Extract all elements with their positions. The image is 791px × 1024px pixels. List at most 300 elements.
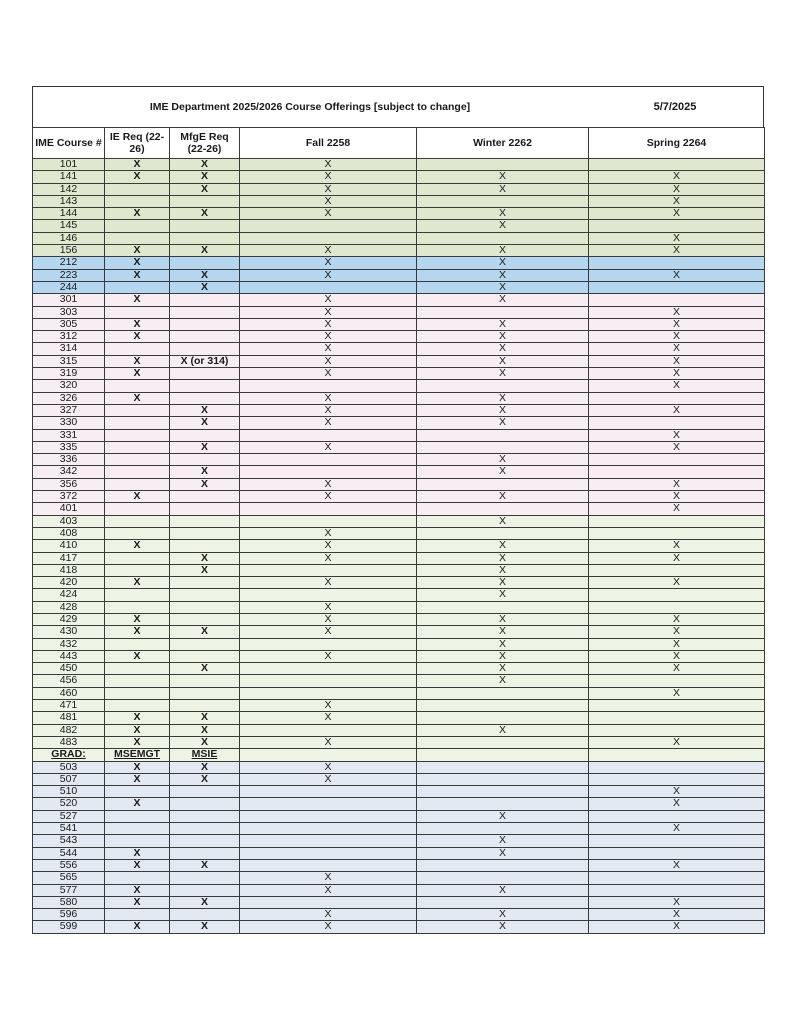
spring-cell: X [589, 650, 765, 662]
winter-cell: X [417, 171, 589, 183]
spring-cell: X [589, 429, 765, 441]
table-row [33, 478, 765, 490]
course-number-cell: 429 [33, 613, 105, 625]
ie-req-cell [105, 564, 170, 576]
mfge-req-cell [170, 823, 240, 835]
spring-cell: X [589, 577, 765, 589]
spring-cell: X [589, 171, 765, 183]
spring-cell [589, 700, 765, 712]
spring-cell: X [589, 183, 765, 195]
spring-cell [589, 675, 765, 687]
title-box [32, 86, 764, 127]
mfge-req-cell: X [170, 626, 240, 638]
course-number-cell: 315 [33, 355, 105, 367]
fall-cell [240, 220, 417, 232]
fall-cell [240, 896, 417, 908]
fall-cell: X [240, 478, 417, 490]
fall-cell [240, 429, 417, 441]
fall-cell: X [240, 318, 417, 330]
table-row [33, 318, 765, 330]
table-row [33, 294, 765, 306]
spring-cell: X [589, 613, 765, 625]
table-row [33, 577, 765, 589]
spring-cell: X [589, 331, 765, 343]
fall-cell: X [240, 700, 417, 712]
ie-req-cell [105, 503, 170, 515]
fall-cell [240, 810, 417, 822]
mfge-req-cell [170, 872, 240, 884]
spring-cell: X [589, 232, 765, 244]
fall-cell: X [240, 761, 417, 773]
spring-cell [589, 835, 765, 847]
table-row [33, 663, 765, 675]
table-row [33, 675, 765, 687]
table-row [33, 773, 765, 785]
winter-cell: X [417, 540, 589, 552]
course-number-cell: 336 [33, 454, 105, 466]
fall-cell: X [240, 491, 417, 503]
mfge-req-cell [170, 257, 240, 269]
ie-req-cell [105, 195, 170, 207]
spring-cell [589, 220, 765, 232]
winter-cell: X [417, 294, 589, 306]
ie-req-cell: X [105, 257, 170, 269]
mfge-req-cell [170, 613, 240, 625]
mfge-req-cell: X [170, 208, 240, 220]
mfge-req-cell [170, 540, 240, 552]
mfge-req-cell [170, 515, 240, 527]
ie-req-cell [105, 454, 170, 466]
table-row [33, 368, 765, 380]
table-row [33, 909, 765, 921]
winter-cell [417, 601, 589, 613]
table-row [33, 589, 765, 601]
winter-cell: X [417, 650, 589, 662]
ie-req-cell: X [105, 884, 170, 896]
spring-cell: X [589, 441, 765, 453]
mfge-req-cell [170, 527, 240, 539]
winter-cell: X [417, 884, 589, 896]
winter-cell [417, 232, 589, 244]
mfge-req-cell: X [170, 761, 240, 773]
mfge-req-cell [170, 798, 240, 810]
fall-cell: X [240, 552, 417, 564]
course-number-cell: 143 [33, 195, 105, 207]
spring-cell [589, 454, 765, 466]
winter-cell: X [417, 638, 589, 650]
course-table [32, 127, 765, 934]
mfge-req-cell: X [170, 245, 240, 257]
spring-cell [589, 527, 765, 539]
course-number-cell: 424 [33, 589, 105, 601]
mfge-req-cell [170, 835, 240, 847]
ie-req-cell [105, 220, 170, 232]
fall-cell [240, 454, 417, 466]
spring-cell: X [589, 404, 765, 416]
table-row [33, 454, 765, 466]
course-number-cell: 432 [33, 638, 105, 650]
winter-cell: X [417, 245, 589, 257]
ie-req-cell: X [105, 491, 170, 503]
fall-cell: X [240, 245, 417, 257]
winter-cell: X [417, 368, 589, 380]
ie-req-cell: X [105, 773, 170, 785]
spring-cell: X [589, 798, 765, 810]
ie-req-cell [105, 589, 170, 601]
fall-cell: X [240, 159, 417, 171]
course-number-cell: 326 [33, 392, 105, 404]
mfge-req-cell [170, 700, 240, 712]
spring-cell: X [589, 736, 765, 748]
ie-req-cell: X [105, 798, 170, 810]
fall-cell [240, 859, 417, 871]
fall-cell: X [240, 331, 417, 343]
table-row [33, 466, 765, 478]
winter-cell: X [417, 552, 589, 564]
winter-cell: X [417, 515, 589, 527]
ie-req-cell: X [105, 724, 170, 736]
course-number-cell: 430 [33, 626, 105, 638]
winter-cell [417, 687, 589, 699]
table-row [33, 700, 765, 712]
ie-req-cell [105, 663, 170, 675]
ie-req-cell [105, 687, 170, 699]
fall-cell [240, 515, 417, 527]
mfge-req-cell: X [170, 859, 240, 871]
table-row [33, 527, 765, 539]
course-number-cell: 503 [33, 761, 105, 773]
fall-cell [240, 466, 417, 478]
fall-cell [240, 589, 417, 601]
fall-cell [240, 564, 417, 576]
course-number-cell: GRAD: [33, 749, 105, 761]
course-number-cell: 520 [33, 798, 105, 810]
spring-cell: X [589, 380, 765, 392]
ie-req-cell [105, 306, 170, 318]
spring-cell: X [589, 318, 765, 330]
table-row [33, 232, 765, 244]
spring-cell: X [589, 921, 765, 933]
ie-req-cell: X [105, 331, 170, 343]
table-row [33, 540, 765, 552]
mfge-req-cell: X [170, 171, 240, 183]
header-ie-req: IE Req (22-26) [105, 128, 170, 159]
course-number-cell: 507 [33, 773, 105, 785]
table-row [33, 380, 765, 392]
table-row [33, 208, 765, 220]
fall-cell: X [240, 909, 417, 921]
course-number-cell: 460 [33, 687, 105, 699]
table-row [33, 441, 765, 453]
mfge-req-cell [170, 220, 240, 232]
ie-req-cell [105, 700, 170, 712]
winter-cell [417, 478, 589, 490]
table-row [33, 257, 765, 269]
winter-cell: X [417, 318, 589, 330]
mfge-req-cell: X [170, 183, 240, 195]
spring-cell: X [589, 786, 765, 798]
table-row [33, 404, 765, 416]
spring-cell [589, 417, 765, 429]
table-row [33, 281, 765, 293]
table-row [33, 798, 765, 810]
winter-cell [417, 736, 589, 748]
winter-cell [417, 712, 589, 724]
mfge-req-cell: X [170, 417, 240, 429]
winter-cell: X [417, 343, 589, 355]
table-row [33, 921, 765, 933]
ie-req-cell: X [105, 245, 170, 257]
fall-cell: X [240, 306, 417, 318]
ie-req-cell: X [105, 269, 170, 281]
winter-cell: X [417, 257, 589, 269]
ie-req-cell [105, 810, 170, 822]
winter-cell: X [417, 404, 589, 416]
table-row [33, 786, 765, 798]
spring-cell [589, 712, 765, 724]
course-number-cell: 428 [33, 601, 105, 613]
course-number-cell: 212 [33, 257, 105, 269]
table-row [33, 503, 765, 515]
course-number-cell: 101 [33, 159, 105, 171]
spring-cell [589, 601, 765, 613]
table-row [33, 835, 765, 847]
spring-cell [589, 281, 765, 293]
course-number-cell: 510 [33, 786, 105, 798]
fall-cell: X [240, 183, 417, 195]
winter-cell [417, 823, 589, 835]
ie-req-cell: X [105, 736, 170, 748]
mfge-req-cell [170, 232, 240, 244]
spring-cell [589, 724, 765, 736]
fall-cell: X [240, 269, 417, 281]
winter-cell: X [417, 577, 589, 589]
table-row [33, 687, 765, 699]
fall-cell: X [240, 441, 417, 453]
winter-cell: X [417, 269, 589, 281]
header-winter: Winter 2262 [417, 128, 589, 159]
ie-req-cell [105, 638, 170, 650]
course-number-cell: 580 [33, 896, 105, 908]
mfge-req-cell [170, 577, 240, 589]
course-number-cell: 356 [33, 478, 105, 490]
fall-cell: X [240, 626, 417, 638]
course-number-cell: 482 [33, 724, 105, 736]
mfge-req-cell: X [170, 736, 240, 748]
mfge-req-cell [170, 491, 240, 503]
winter-cell: X [417, 281, 589, 293]
table-row [33, 269, 765, 281]
ie-req-cell: X [105, 392, 170, 404]
winter-cell: X [417, 921, 589, 933]
fall-cell [240, 847, 417, 859]
spring-cell [589, 515, 765, 527]
mfge-req-cell: X [170, 478, 240, 490]
mfge-req-cell: X [170, 712, 240, 724]
winter-cell: X [417, 417, 589, 429]
ie-req-cell [105, 601, 170, 613]
mfge-req-cell: X [170, 466, 240, 478]
mfge-req-cell: X [170, 564, 240, 576]
mfge-req-cell: X [170, 724, 240, 736]
ie-req-cell: X [105, 159, 170, 171]
winter-cell: X [417, 909, 589, 921]
course-number-cell: 330 [33, 417, 105, 429]
course-number-cell: 305 [33, 318, 105, 330]
ie-req-cell: X [105, 294, 170, 306]
mfge-req-cell: MSIE [170, 749, 240, 761]
spring-cell [589, 810, 765, 822]
course-number-cell: 471 [33, 700, 105, 712]
spring-cell: X [589, 663, 765, 675]
fall-cell: X [240, 171, 417, 183]
mfge-req-cell [170, 294, 240, 306]
mfge-req-cell [170, 343, 240, 355]
mfge-req-cell [170, 786, 240, 798]
mfge-req-cell: X [170, 404, 240, 416]
fall-cell: X [240, 404, 417, 416]
mfge-req-cell [170, 392, 240, 404]
winter-cell: X [417, 331, 589, 343]
ie-req-cell: X [105, 859, 170, 871]
header-mfge-req: MfgE Req (22-26) [170, 128, 240, 159]
ie-req-cell [105, 675, 170, 687]
mfge-req-cell: X [170, 159, 240, 171]
winter-cell [417, 749, 589, 761]
course-number-cell: 417 [33, 552, 105, 564]
fall-cell: X [240, 355, 417, 367]
fall-cell: X [240, 343, 417, 355]
fall-cell [240, 786, 417, 798]
course-number-cell: 596 [33, 909, 105, 921]
ie-req-cell: X [105, 896, 170, 908]
spring-cell: X [589, 368, 765, 380]
fall-cell: X [240, 392, 417, 404]
course-offerings-sheet [32, 86, 764, 934]
spring-cell: X [589, 896, 765, 908]
course-number-cell: 156 [33, 245, 105, 257]
winter-cell [417, 859, 589, 871]
mfge-req-cell: X [170, 269, 240, 281]
course-number-cell: 420 [33, 577, 105, 589]
spring-cell: X [589, 626, 765, 638]
table-row [33, 331, 765, 343]
ie-req-cell [105, 552, 170, 564]
spring-cell [589, 392, 765, 404]
mfge-req-cell [170, 306, 240, 318]
fall-cell: X [240, 195, 417, 207]
fall-cell [240, 675, 417, 687]
spring-cell: X [589, 859, 765, 871]
course-number-cell: 577 [33, 884, 105, 896]
winter-cell [417, 306, 589, 318]
mfge-req-cell [170, 380, 240, 392]
spring-cell: X [589, 552, 765, 564]
ie-req-cell [105, 786, 170, 798]
ie-req-cell [105, 478, 170, 490]
mfge-req-cell [170, 195, 240, 207]
fall-cell: X [240, 257, 417, 269]
winter-cell [417, 786, 589, 798]
table-row [33, 626, 765, 638]
table-row [33, 601, 765, 613]
spring-cell: X [589, 195, 765, 207]
mfge-req-cell: X [170, 441, 240, 453]
course-number-cell: 335 [33, 441, 105, 453]
ie-req-cell: X [105, 761, 170, 773]
spring-cell [589, 564, 765, 576]
mfge-req-cell: X [170, 773, 240, 785]
winter-cell [417, 527, 589, 539]
course-number-cell: 314 [33, 343, 105, 355]
ie-req-cell: X [105, 171, 170, 183]
course-number-cell: 481 [33, 712, 105, 724]
mfge-req-cell [170, 810, 240, 822]
ie-req-cell: X [105, 626, 170, 638]
mfge-req-cell [170, 503, 240, 515]
table-row [33, 650, 765, 662]
ie-req-cell [105, 380, 170, 392]
table-row [33, 417, 765, 429]
ie-req-cell: X [105, 208, 170, 220]
course-number-cell: 312 [33, 331, 105, 343]
winter-cell: X [417, 355, 589, 367]
spring-cell [589, 589, 765, 601]
course-number-cell: 327 [33, 404, 105, 416]
course-number-cell: 556 [33, 859, 105, 871]
mfge-req-cell [170, 884, 240, 896]
winter-cell [417, 195, 589, 207]
fall-cell [240, 823, 417, 835]
mfge-req-cell [170, 675, 240, 687]
ie-req-cell: MSEMGT [105, 749, 170, 761]
spring-cell [589, 466, 765, 478]
winter-cell: X [417, 491, 589, 503]
spring-cell: X [589, 540, 765, 552]
winter-cell: X [417, 454, 589, 466]
course-number-cell: 599 [33, 921, 105, 933]
spring-cell: X [589, 306, 765, 318]
table-row [33, 638, 765, 650]
fall-cell: X [240, 884, 417, 896]
mfge-req-cell [170, 638, 240, 650]
table-row [33, 712, 765, 724]
fall-cell: X [240, 613, 417, 625]
winter-cell [417, 761, 589, 773]
mfge-req-cell [170, 454, 240, 466]
winter-cell: X [417, 613, 589, 625]
ie-req-cell [105, 823, 170, 835]
ie-req-cell: X [105, 577, 170, 589]
mfge-req-cell: X [170, 896, 240, 908]
mfge-req-cell: X [170, 281, 240, 293]
spring-cell: X [589, 343, 765, 355]
course-number-cell: 483 [33, 736, 105, 748]
fall-cell: X [240, 417, 417, 429]
fall-cell [240, 687, 417, 699]
spring-cell [589, 294, 765, 306]
table-row [33, 724, 765, 736]
ie-req-cell [105, 909, 170, 921]
course-number-cell: 141 [33, 171, 105, 183]
ie-req-cell [105, 183, 170, 195]
winter-cell [417, 798, 589, 810]
ie-req-cell: X [105, 847, 170, 859]
table-row [33, 429, 765, 441]
course-number-cell: 331 [33, 429, 105, 441]
ie-req-cell [105, 872, 170, 884]
winter-cell: X [417, 466, 589, 478]
